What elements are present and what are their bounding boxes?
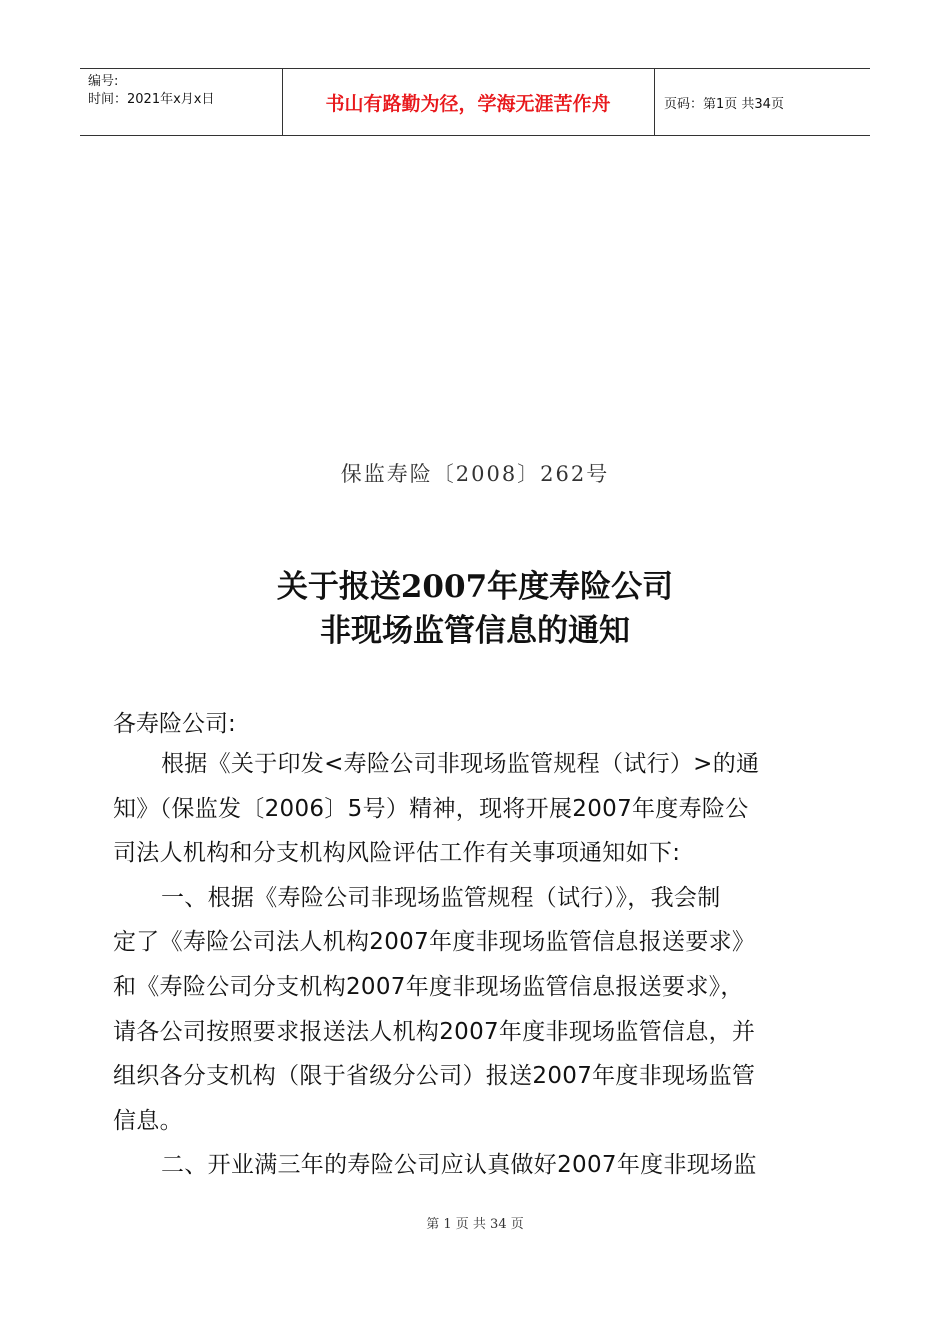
document-body bbox=[113, 742, 843, 1188]
header-number-label: 编号: bbox=[88, 74, 119, 89]
body-line: 信息。 bbox=[113, 1107, 183, 1134]
header-meta bbox=[88, 73, 214, 109]
header-time-label: 时间：2021年x月x日 bbox=[88, 92, 215, 107]
body-line: 根据《关于印发<寿险公司非现场监管规程（试行）>的通 bbox=[161, 751, 760, 777]
document-title bbox=[0, 565, 950, 653]
title-line-2: 非现场监管信息的通知 bbox=[320, 613, 630, 649]
page-header bbox=[80, 68, 870, 136]
body-line: 司法人机构和分支机构风险评估工作有关事项通知如下: bbox=[113, 840, 681, 867]
body-line: 知》（保监发〔2006〕5号）精神，现将开展2007年度寿险公 bbox=[113, 795, 749, 822]
body-line: 和《寿险公司分支机构2007年度非现场监管信息报送要求》， bbox=[113, 973, 744, 1000]
document-number: 保监寿险〔2008〕262号 bbox=[340, 462, 610, 486]
salutation: 各寿险公司: bbox=[113, 711, 236, 737]
body-line: 请各公司按照要求报送法人机构2007年度非现场监管信息，并 bbox=[113, 1018, 756, 1045]
body-line: 一、根据《寿险公司非现场监管规程（试行）》，我会制 bbox=[161, 884, 721, 911]
header-motto: 书山有路勤为径，学海无涯苦作舟 bbox=[325, 92, 611, 115]
body-line: 定了《寿险公司法人机构2007年度非现场监管信息报送要求》 bbox=[113, 929, 756, 956]
header-page-info: 页码：第1页 共34页 bbox=[664, 96, 784, 112]
body-line: 二、开业满三年的寿险公司应认真做好2007年度非现场监 bbox=[161, 1152, 757, 1179]
page-footer: 第 1 页 共 34 页 bbox=[426, 1217, 524, 1232]
title-line-1: 关于报送2007年度寿险公司 bbox=[276, 569, 674, 605]
header-divider-right bbox=[654, 69, 655, 135]
body-line: 组织各分支机构（限于省级分公司）报送2007年度非现场监管 bbox=[113, 1063, 756, 1090]
